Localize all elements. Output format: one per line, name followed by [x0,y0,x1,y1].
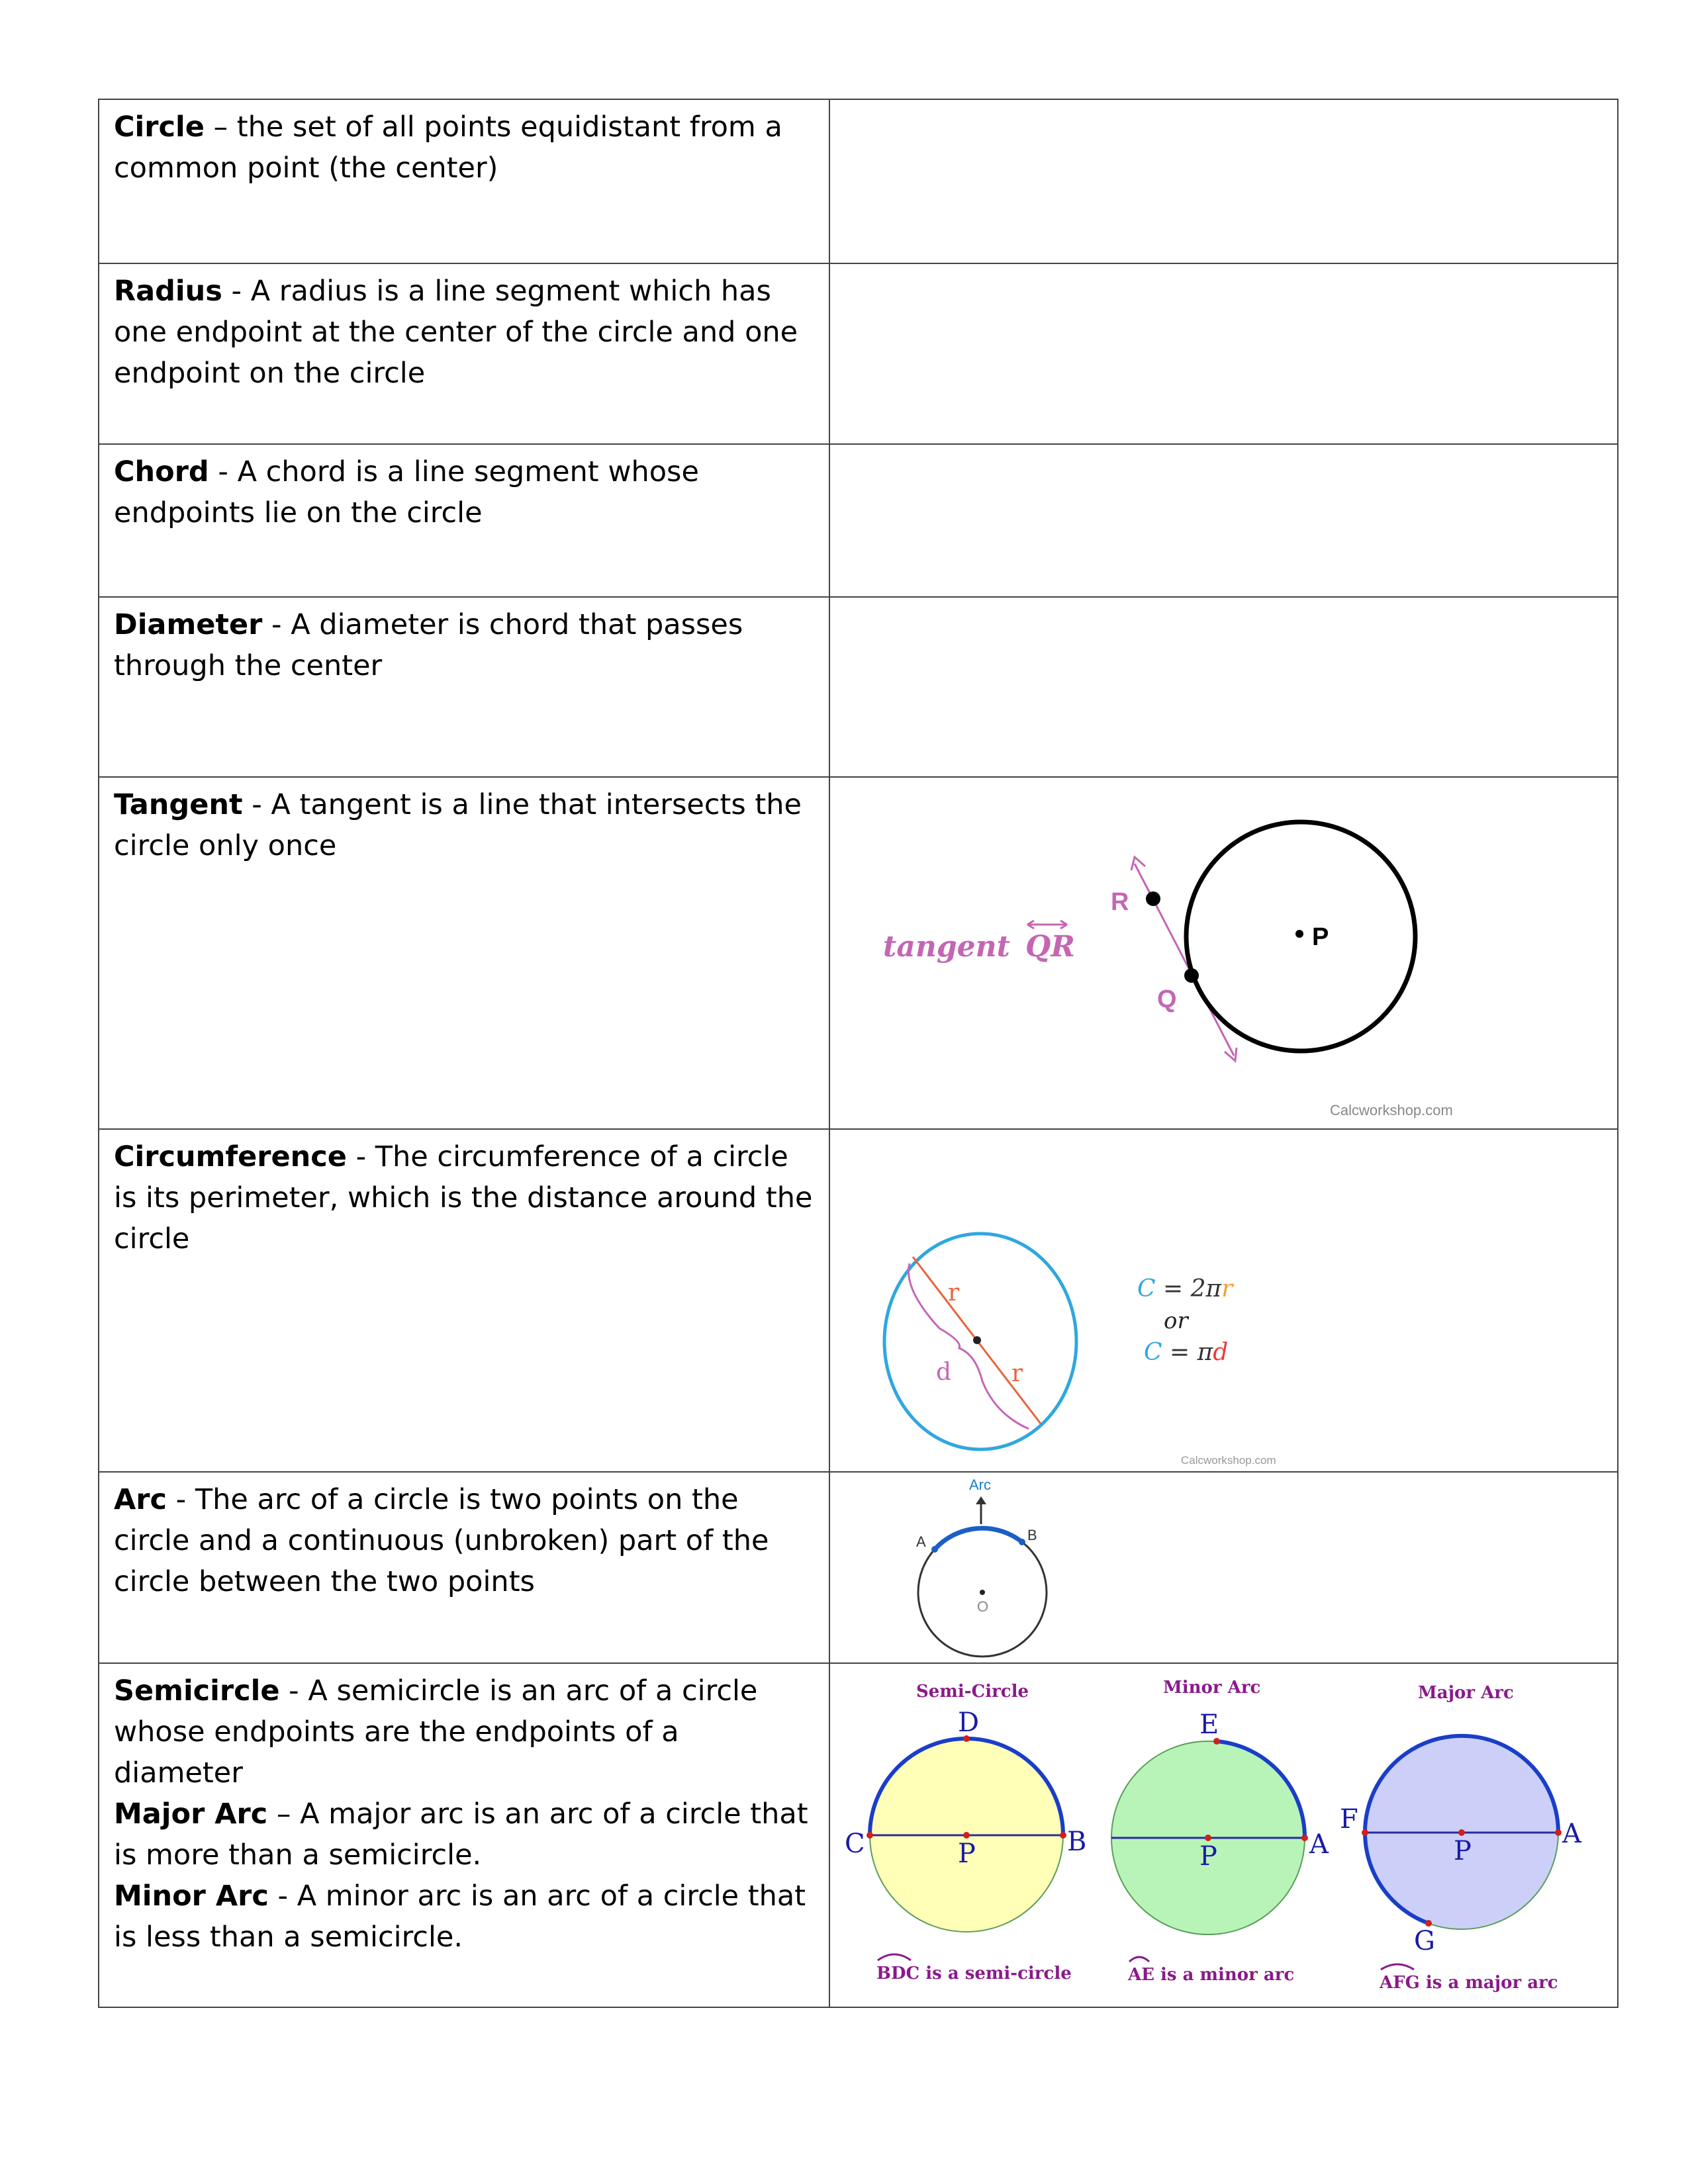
or-text: or [1164,1308,1188,1334]
separator: - [268,1880,297,1913]
term-label: Circle [114,111,205,144]
label-p: P [958,1839,976,1869]
label-r: R [1111,888,1129,916]
line-symbol-icon [1027,921,1067,929]
label-b: B [1067,1827,1087,1857]
label-p: P [1312,923,1329,951]
figure-cell-empty [829,99,1618,263]
figure-cell-empty [829,444,1618,597]
table-row [99,263,1618,444]
arc-diagram [830,1473,1618,1661]
point-p [963,1832,970,1839]
minor-caption [1127,1965,1294,1985]
point-r [1146,891,1160,906]
point-a [1301,1835,1308,1841]
term-label: Chord [114,455,209,488]
separator: - [279,1674,308,1707]
label-q: Q [1157,985,1177,1013]
definition-text: A minor arc is an arc of a circle that is less than a semicircle. [114,1880,806,1954]
separator: - [242,788,271,821]
definition-text: A chord is a line segment whose endpoints lie on the circle [114,455,699,529]
label-e: E [1199,1709,1219,1740]
label-a: A [1562,1819,1581,1849]
term-label: Semicircle [114,1674,280,1707]
table-row [99,1129,1618,1472]
label-b: B [1027,1527,1037,1543]
semi-caption [876,1964,1072,1983]
table-row [99,1472,1618,1663]
figure-cell-empty [829,263,1618,444]
term-label: Major Arc [114,1797,268,1831]
tangent-figure-cell [829,777,1618,1129]
separator: – [267,1797,301,1831]
arrow-up-icon [976,1496,986,1504]
label-o: O [977,1598,989,1615]
table-row [99,444,1618,597]
highlighted-arc [935,1528,1022,1549]
definitions-table [98,99,1618,2008]
label-a: A [1309,1829,1329,1860]
term-cell [99,263,829,444]
diameter-brace [908,1263,1029,1429]
separator: - [209,455,238,488]
label-a: A [916,1533,926,1550]
center-point [980,1590,985,1595]
caption-arc: AFG [1380,1973,1420,1993]
arc-types-figure-cell [829,1663,1618,2007]
separator: – [204,111,237,144]
definition-text: The circumference of a circle is its perimeter, which is the distance around the circle [114,1140,813,1255]
major-title: Major Arc [1418,1683,1514,1703]
radius-label: r [948,1279,960,1306]
term-cell [99,99,829,263]
caption-rest: is a minor arc [1154,1965,1295,1985]
point-b [1060,1832,1066,1839]
separator: - [222,275,251,308]
tangent-word: tangent [883,930,1010,964]
major-caption [1379,1973,1558,1993]
table-row [99,597,1618,777]
separator: - [346,1140,375,1173]
credit: Calcworkshop.com [1181,1454,1276,1467]
term-label: Circumference [114,1140,347,1173]
definition-text: A tangent is a line that intersects the circle only once [114,788,802,862]
definition-text: A radius is a line segment which has one endpoint at the center of the circle and one endpoint on the circle [114,275,798,390]
caption-rest: is a major arc [1419,1973,1558,1993]
label-d: D [958,1707,980,1738]
label-g: G [1414,1926,1435,1956]
arrowhead-icon [1131,857,1145,870]
definition-semicircle [114,1670,814,1794]
definition-arc [114,1479,814,1602]
definition-chord [114,451,814,533]
term-cell [99,1663,829,2007]
term-cell [99,1129,829,1472]
definition-radius [114,271,814,394]
table-row [99,777,1618,1129]
definition-text: The arc of a circle is two points on the circle and a continuous (unbroken) part of the circle between the two points [114,1483,769,1598]
definition-text: A semicircle is an arc of a circle whose endpoints are the endpoints of a diameter [114,1674,758,1790]
table-row [99,99,1618,263]
term-label: Arc [114,1483,167,1516]
radius-label: r [1011,1360,1023,1387]
caption-rest: is a semi-circle [919,1964,1072,1983]
label-f: F [1340,1804,1358,1835]
definition-major-arc [114,1794,814,1876]
table-row [99,1663,1618,2007]
label-c: C [845,1829,865,1859]
separator: - [262,608,291,641]
credit: Calcworkshop.com [1330,1102,1453,1118]
arc-symbol-icon [1381,1964,1414,1970]
formula-rest: = π [1162,1339,1213,1366]
formula-d: d [1213,1339,1229,1366]
point-c [867,1832,873,1839]
definition-minor-arc [114,1876,814,1958]
arc-figure-cell [829,1472,1618,1663]
arc-symbol-icon [878,1954,911,1960]
center-point [1295,930,1303,938]
point-f [1362,1829,1368,1836]
term-label: Radius [114,275,222,308]
arc-types-diagram [830,1664,1618,2005]
semi-title: Semi-Circle [916,1682,1029,1702]
formula-line-1 [1137,1275,1234,1302]
point-p [1458,1829,1465,1836]
figure-cell-empty [829,597,1618,777]
definition-circumference [114,1136,814,1259]
formula-rest: = 2π [1155,1275,1222,1302]
arc-symbol-icon [1129,1957,1149,1962]
definition-diameter [114,604,814,686]
term-label: Minor Arc [114,1880,269,1913]
caption-arc: BDC [876,1964,920,1983]
definition-text: the set of all points equidistant from a common point (the center) [114,111,782,185]
tangent-diagram [830,778,1618,1127]
term-cell [99,777,829,1129]
center-point [973,1336,981,1344]
minor-title: Minor Arc [1163,1678,1261,1698]
term-cell [99,1472,829,1663]
diameter-label: d [936,1359,952,1386]
point-q [1184,968,1199,983]
formula-r: r [1221,1275,1233,1302]
label-p: P [1454,1836,1472,1866]
arc-label: Arc [969,1477,991,1493]
point-a [931,1546,938,1553]
label-p: P [1199,1841,1217,1872]
definition-text: A diameter is chord that passes through the center [114,608,743,682]
point-a [1555,1829,1562,1836]
formula-c: C [1137,1275,1156,1302]
circumference-figure-cell [829,1129,1618,1472]
term-cell [99,597,829,777]
point-p [1205,1835,1211,1841]
formula-line-2 [1144,1339,1228,1366]
circumference-diagram [830,1130,1618,1470]
definition-tangent [114,784,814,866]
caption-arc: AE [1128,1965,1154,1985]
separator: - [166,1483,195,1516]
term-label: Diameter [114,608,263,641]
term-label: Tangent [114,788,243,821]
line-name: QR [1025,930,1075,964]
term-cell [99,444,829,597]
point-b [1019,1539,1025,1545]
definition-circle [114,107,814,189]
formula-c: C [1144,1339,1162,1366]
definition-text: A major arc is an arc of a circle that is more than a semicircle. [114,1797,808,1872]
